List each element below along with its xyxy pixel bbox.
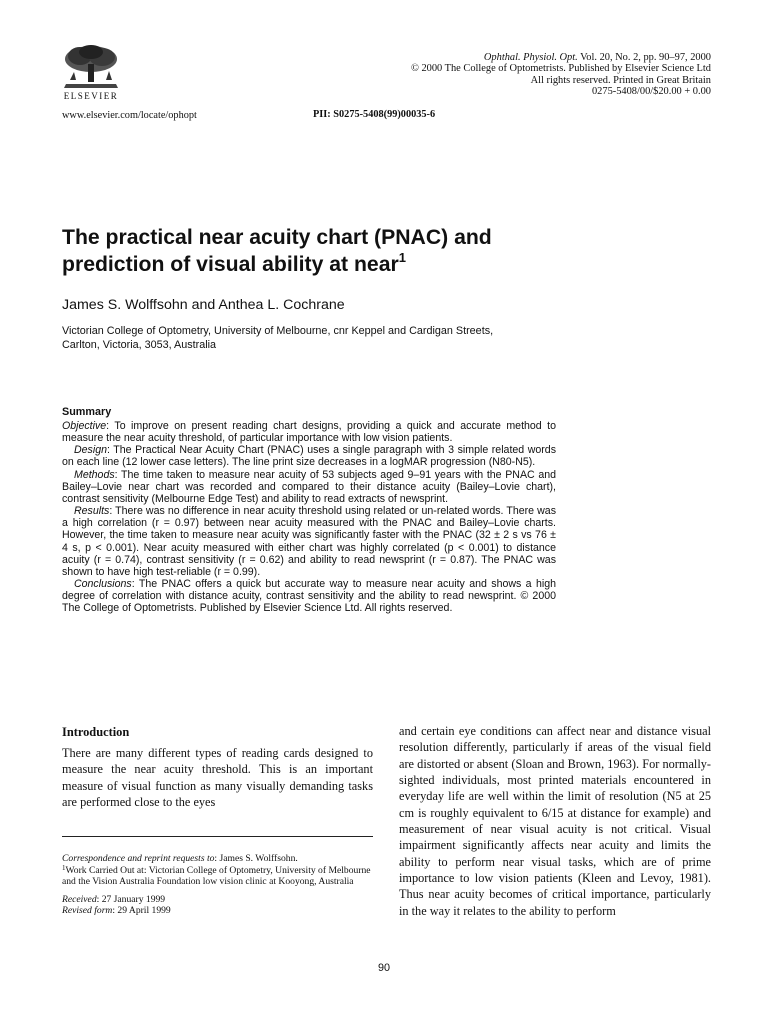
summary-design: [62, 444, 556, 468]
journal-website-link[interactable]: www.elsevier.com/locate/ophopt: [62, 110, 197, 121]
footnote-1-mark: 1: [62, 863, 66, 872]
summary-conclusions: [62, 578, 556, 614]
correspondence-text: : James S. Wolffsohn.: [214, 853, 298, 864]
body-right-column: [399, 723, 711, 919]
summary-abstract: [62, 420, 556, 615]
summary-methods: [62, 469, 556, 505]
summary-objective: [62, 420, 556, 444]
objective-text: : To improve on present reading chart designs, providing a quick and accurate method to measure the near acuity threshold, of particular importance with low vision patients.: [62, 420, 556, 445]
summary-heading: Summary: [62, 406, 112, 418]
revised-label: Revised form: [62, 905, 113, 917]
journal-info: [291, 52, 711, 98]
affiliation-line-1: Victorian College of Optometry, University of Melbourne, cnr Keppel and Cardigan Streets,: [62, 325, 494, 337]
journal-citation: [291, 52, 711, 63]
design-label: Design: [74, 444, 107, 457]
footnote-1: [62, 865, 373, 888]
body-left-column: [62, 745, 373, 811]
revised-date: [62, 905, 373, 917]
intro-continuation-paragraph: and certain eye conditions can affect near and distance visual resolution differently, particularly if areas of the visual field are distorted or absent (Sloan and Brown, 1963). For normally-sighted individuals, most printed materials encountered in everyday life are well within the limit of resolution (N5 at 25 cm is roughly equivalent to 6/15 at distance for example) and measurement of near visual acuity is not critical. Visual impairment significantly affects near acuity and limits the ability to perform near visual tasks, which are of prime importance to low vision patients (Kleen and Levoy, 1981). Thus near acuity becomes of critical importance, particularly in the way it relates to the ability to perform: [399, 724, 711, 918]
conclusions-text: : The PNAC offers a quick but accurate way to measure near acuity and shows a high degree of correlation with distance acuity, contrast sensitivity and the ability to read newsprint. © 2000 The College of Optometrists. Published by Elsevier Science Ltd. All rights reserved.: [62, 578, 556, 615]
title-line-1: The practical near acuity chart (PNAC) and: [62, 226, 492, 249]
article-authors: James S. Wolffsohn and Anthea L. Cochrane: [62, 297, 345, 313]
author-affiliation: [62, 324, 582, 353]
methods-label: Methods: [74, 468, 115, 481]
introduction-heading: Introduction: [62, 725, 130, 739]
article-title: [62, 224, 582, 278]
elsevier-logo: [60, 44, 122, 101]
issn-line: 0275-5408/00/$20.00 + 0.00: [591, 86, 711, 98]
publisher-name: ELSEVIER: [63, 91, 119, 101]
revised-text: : 29 April 1999: [112, 905, 171, 917]
correspondence-note: [62, 853, 373, 865]
title-line-2: [62, 251, 582, 278]
footnote-divider: [62, 836, 373, 837]
design-text: : The Practical Near Acuity Chart (PNAC) uses a single paragraph with 3 simple related words on each line (12 lower case letters). The line print size decreases in a logMAR progression (N80-N5).: [62, 444, 556, 469]
page-number: 90: [377, 962, 390, 974]
journal-volume: Vol. 20, No. 2, pp. 90–97, 2000: [577, 52, 711, 63]
received-text: : 27 January 1999: [96, 893, 166, 905]
results-label: Results: [74, 505, 110, 518]
copyright-line: © 2000 The College of Optometrists. Published by Elsevier Science Ltd: [410, 63, 711, 75]
elsevier-tree-icon: [60, 44, 122, 90]
footnotes: [62, 853, 373, 917]
received-date: [62, 894, 373, 906]
journal-abbrev: Ophthal. Physiol. Opt.: [483, 52, 578, 63]
objective-label: Objective: [62, 420, 107, 432]
title-footnote-mark[interactable]: 1: [398, 250, 406, 265]
rights-line: All rights reserved. Printed in Great Britain: [530, 74, 711, 86]
footnote-1-text: Work Carried Out at: Victorian College of Optometry, University of Melbourne and the Vision Australia Foundation low vision clinic at Kooyong, Australia: [62, 864, 371, 888]
results-text: : There was no difference in near acuity threshold using related or un-related words. There was a high correlation (r = 0.97) between near acuity measured with the PNAC and Bailey–Lovie charts. However, the time taken to measure near acuity was significantly faster with the PNAC (32 ± 2 s vs 76 ± 4 s, p < 0.001). Near acuity measured with either chart was highly correlated (p < 0.001) to distance acuity (r = 0.74), contrast sensitivity (r = 0.62) and ability to read newsprint (r = 0.87). The PNAC was shown to have high test-reliable (r = 0.99).: [62, 505, 556, 578]
correspondence-label: Correspondence and reprint requests to: [62, 853, 215, 864]
conclusions-label: Conclusions: [74, 578, 132, 591]
received-label: Received: [62, 893, 97, 905]
methods-text: : The time taken to measure near acuity of 53 subjects aged 9–91 years with the PNAC and Bailey–Lovie near chart was recorded and compared to their distance acuity (Bailey–Lovie chart), contrast sensitivity (Melbourne Edge Test) and ability to read extracts of newsprint.: [62, 468, 556, 505]
summary-results: [62, 505, 556, 578]
pii-identifier: PII: S0275-5408(99)00035-6: [313, 109, 436, 120]
affiliation-line-2: Carlton, Victoria, 3053, Australia: [62, 339, 217, 352]
intro-paragraph: There are many different types of reading cards designed to measure the near acuity threshold. This is an important measure of visual function as many visually demanding tasks are performed close to the eyes: [62, 746, 373, 810]
title-line-2-text: prediction of visual ability at near: [62, 253, 399, 276]
